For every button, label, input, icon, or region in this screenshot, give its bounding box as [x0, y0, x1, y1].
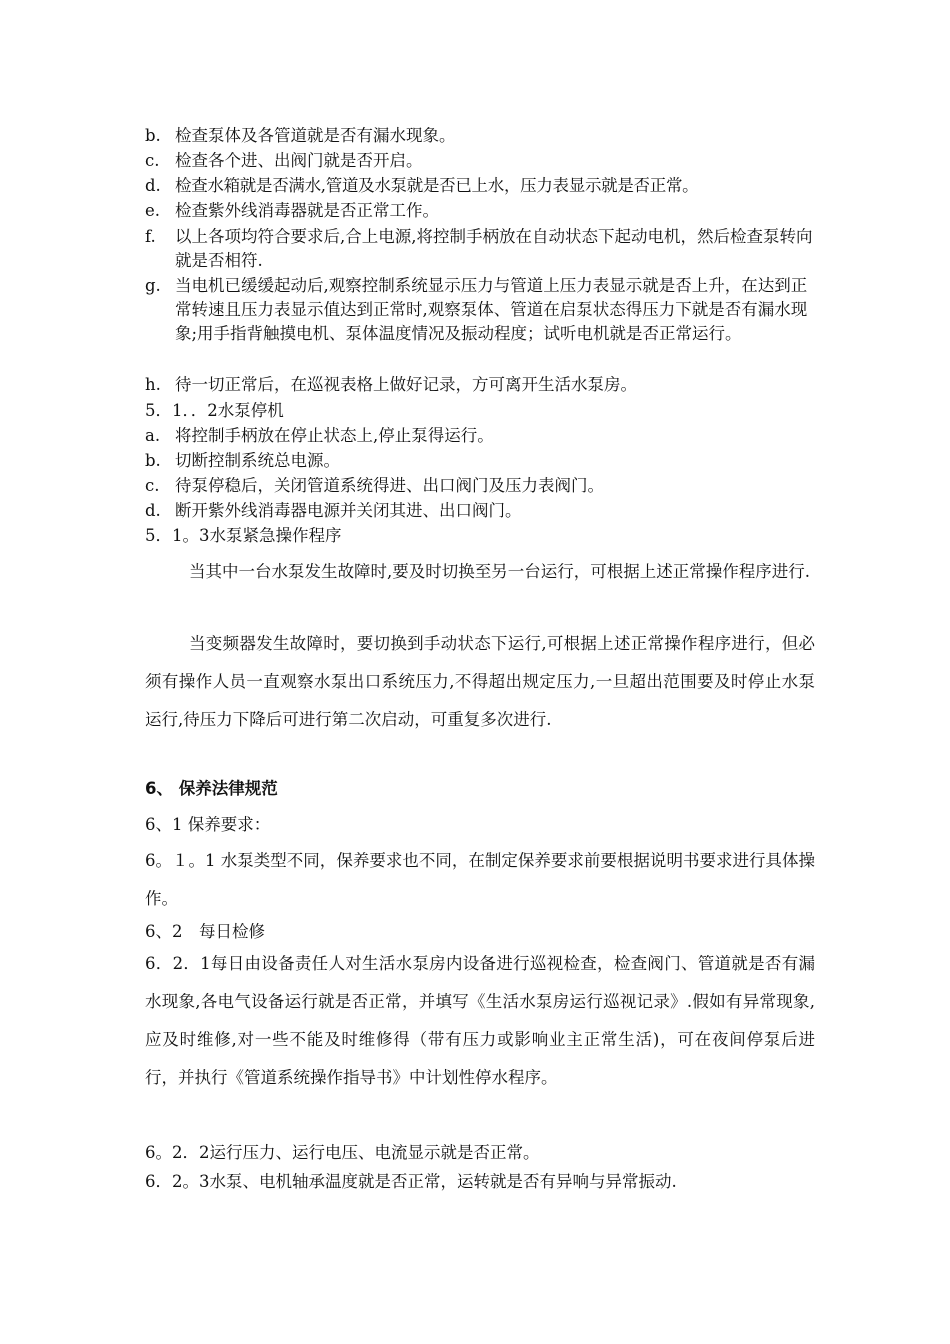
- item-marker: a.: [145, 426, 161, 445]
- section-6-2-3-text: 6．2。3水泵、电机轴承温度就是否正常，运转就是否有异响与异常振动.: [145, 1172, 677, 1191]
- stop-item-d: [145, 499, 815, 523]
- item-marker: d.: [145, 501, 161, 520]
- item-text: 将控制手柄放在停止状态上,停止泵得运行。: [175, 426, 494, 445]
- emergency-paragraph-1: 当其中一台水泵发生故障时,要及时切换至另一台运行，可根据上述正常操作程序进行.: [189, 562, 810, 581]
- stop-item-a: [145, 424, 815, 448]
- check-item-h: [145, 373, 815, 397]
- section-6-title: 6、 保养法律规范: [145, 779, 278, 798]
- item-marker: b.: [145, 451, 161, 470]
- item-text: 当电机已缓缓起动后,观察控制系统显示压力与管道上压力表显示就是否上升，在达到正常转速且压力表显示值达到正常时,观察泵体、管道在启泵状态得压力下就是否有漏水现象;用手指背触摸电机、泵体温度情况及振动程度；试听电机就是否正常运行。: [175, 276, 808, 343]
- item-marker: c.: [145, 476, 160, 495]
- check-item-g: [145, 274, 815, 346]
- check-item-e: [145, 199, 815, 223]
- item-marker: g.: [145, 276, 161, 295]
- check-item-f: [145, 225, 815, 273]
- item-text: 待泵停稳后，关闭管道系统得进、出口阀门及压力表阀门。: [175, 476, 604, 495]
- item-marker: b.: [145, 126, 161, 145]
- stop-item-b: [145, 449, 815, 473]
- check-item-b: [145, 124, 815, 148]
- item-marker: d.: [145, 176, 161, 195]
- check-item-c: [145, 149, 815, 173]
- section-6-2-heading: 6、2 每日检修: [145, 922, 265, 941]
- item-marker: c.: [145, 151, 160, 170]
- item-text: 待一切正常后，在巡视表格上做好记录，方可离开生活水泵房。: [175, 375, 637, 394]
- item-marker: h.: [145, 375, 161, 394]
- item-text: 检查泵体及各管道就是否有漏水现象。: [175, 126, 456, 145]
- item-text: 以上各项均符合要求后,合上电源,将控制手柄放在自动状态下起动电机，然后检查泵转向就是否相符.: [175, 227, 813, 270]
- check-item-d: [145, 174, 815, 198]
- item-text: 断开紫外线消毒器电源并关闭其进、出口阀门。: [175, 501, 522, 520]
- item-text: 检查水箱就是否满水,管道及水泵就是否已上水，压力表显示就是否正常。: [175, 176, 699, 195]
- item-text: 切断控制系统总电源。: [175, 451, 340, 470]
- stop-item-c: [145, 474, 815, 498]
- emergency-heading: 5．1。3水泵紧急操作程序: [145, 526, 342, 545]
- section-6-2-1-text: 6．2．1每日由设备责任人对生活水泵房内设备进行巡视检查，检查阀门、管道就是否有漏水现象,各电气设备运行就是否正常，并填写《生活水泵房运行巡视记录》.假如有异常现象,应及时维修,对一些不能及时维修得（带有压力或影响业主正常生活)，可在夜间停泵后进行，并执行《管道系统操作指导书》中计划性停水程序。: [145, 954, 815, 1087]
- stop-heading: 5．1．．2水泵停机: [145, 401, 284, 420]
- item-text: 检查紫外线消毒器就是否正常工作。: [175, 201, 439, 220]
- item-marker: e.: [145, 201, 161, 220]
- section-6-1-heading: 6、1 保养要求：: [145, 815, 271, 834]
- item-marker: f.: [145, 227, 156, 246]
- section-6-2-2-text: 6。2．2运行压力、运行电压、电流显示就是否正常。: [145, 1143, 540, 1162]
- emergency-paragraph-2: 当变频器发生故障时，要切换到手动状态下运行,可根据上述正常操作程序进行，但必须有操作人员一直观察水泵出口系统压力,不得超出规定压力,一旦超出范围要及时停止水泵运行,待压力下降后可进行第二次启动，可重复多次进行.: [145, 634, 815, 729]
- section-6-1-1-text: 6。１。1 水泵类型不同，保养要求也不同，在制定保养要求前要根据说明书要求进行具体操作。: [145, 851, 815, 908]
- item-text: 检查各个进、出阀门就是否开启。: [175, 151, 423, 170]
